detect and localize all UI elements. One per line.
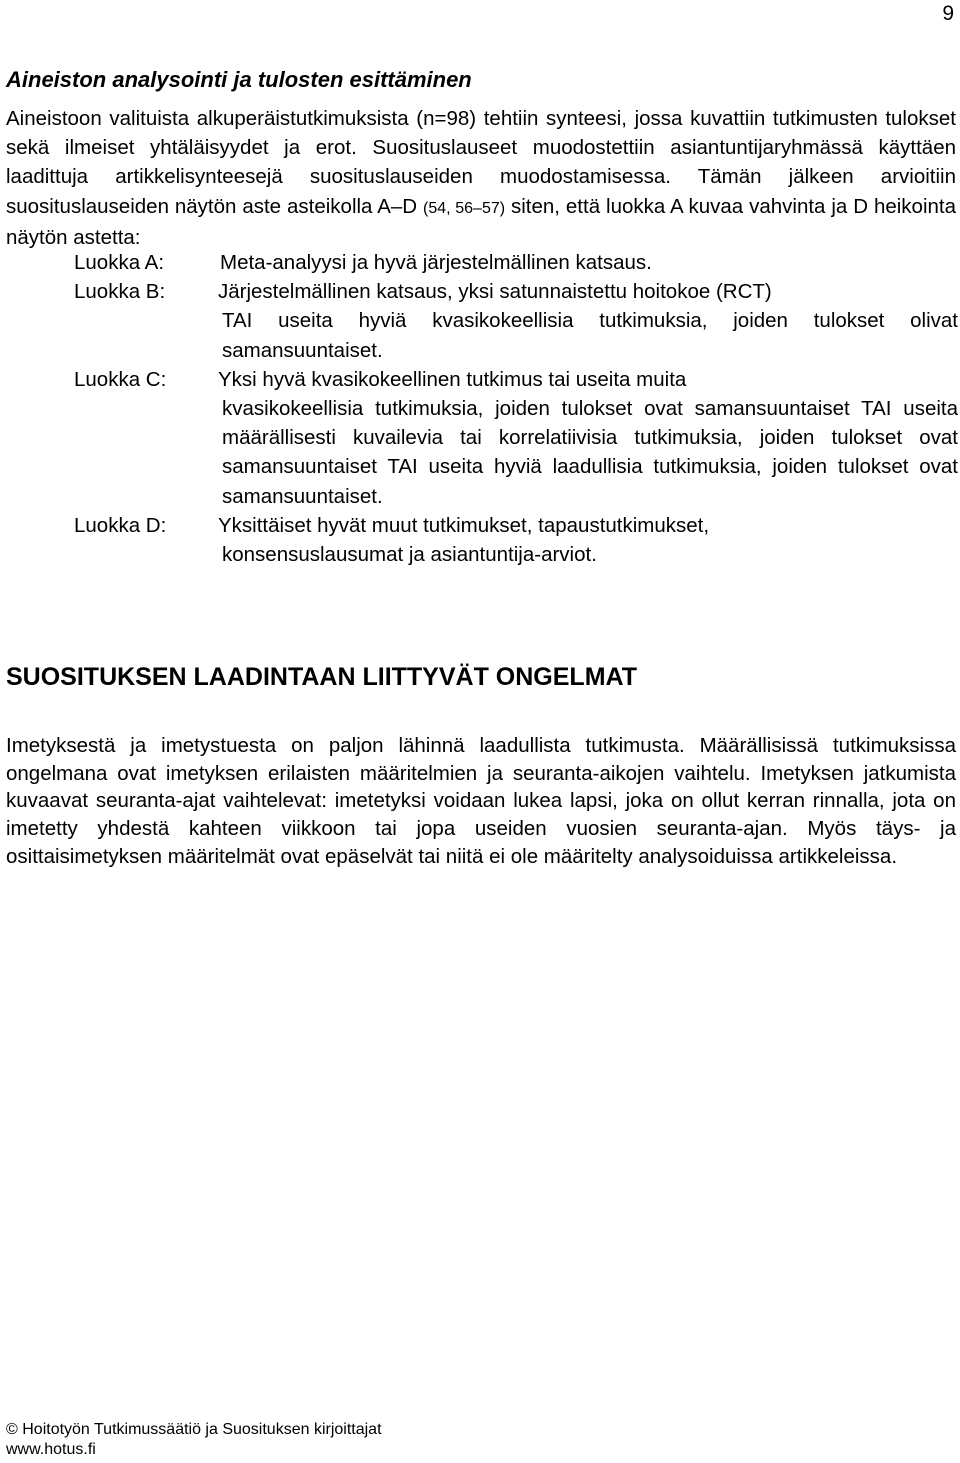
grade-description bbox=[220, 248, 958, 277]
grade-item-a bbox=[74, 248, 958, 277]
footer-website-link[interactable]: www.hotus.fi bbox=[6, 1441, 96, 1458]
grade-description bbox=[218, 277, 958, 365]
intro-text-end: siten, että luokka A kuvaa vahvinta ja D heikointa näytön astetta: bbox=[6, 194, 957, 249]
intro-paragraph bbox=[6, 104, 956, 252]
evidence-grade-list bbox=[74, 248, 958, 569]
grade-label: Luokka A: bbox=[74, 251, 165, 274]
problems-paragraph: Imetyksestä ja imetystuesta on paljon lähinnä laadullista tutkimusta. Määrällisissä tutkimuksissa ongelmana ovat imetyksen erilaisten määritelmien ja seuranta-aikojen vaihtelu. Imetyksen jatkumista kuvaavat seuranta-ajat vaihtelevat: imetetyksi voidaan lukea lapsi, joka on ollut kerran rinnalla, jota on imetetty yhdestä kahteen viikkoon tai jopa useiden vuosien seuranta-ajan. Myös täys- ja osittaisimetyksen määritelmät ovat epäselvät tai niitä ei ole määritelty analysoiduissa artikkeleissa. bbox=[6, 734, 956, 868]
grade-label: Luokka C: bbox=[74, 367, 167, 391]
grade-description-first-line: Yksittäiset hyvät muut tutkimukset, tapaustutkimukset, bbox=[218, 513, 710, 537]
grade-item-b bbox=[74, 277, 958, 365]
grade-description bbox=[218, 365, 958, 511]
footer-copyright: © Hoitotyön Tutkimussäätiö ja Suosituksen kirjoittajat bbox=[6, 1421, 382, 1438]
grade-description-first-line: Yksi hyvä kvasikokeellinen tutkimus tai useita muita bbox=[218, 367, 687, 391]
grade-item-c bbox=[74, 365, 958, 511]
grade-description-rest: TAI useita hyviä kvasikokeellisia tutkimuksia, joiden tulokset olivat samansuuntaiset. bbox=[222, 309, 958, 362]
grade-label: Luokka B: bbox=[74, 280, 166, 304]
grade-description-rest: konsensuslausumat ja asiantuntija-arviot. bbox=[222, 543, 597, 567]
section-title-analysis: Aineiston analysointi ja tulosten esittäminen bbox=[6, 67, 472, 92]
grade-description-line: Meta-analyysi ja hyvä järjestelmällinen katsaus. bbox=[220, 251, 652, 274]
citation: (54, 56–57) bbox=[423, 199, 506, 217]
grade-description-first-line: Järjestelmällinen katsaus, yksi satunnaistettu hoitokoe (RCT) bbox=[218, 280, 772, 304]
intro-text-start: Aineistoon valituista alkuperäistutkimuksista (n=98) tehtiin synteesi, jossa kuvattiin tutkimusten tulokset sekä ilmeiset yhtäläisyydet ja erot. Suosituslauseet muodostettiin asiantuntijaryhmässä käyttäen laadittuja artikkelisynteesejä suosituslauseiden muodostamisessa. Tämän jälkeen arvioitiin suosituslauseiden näytön aste asteikolla A–D bbox=[6, 107, 956, 218]
section-title-problems: SUOSITUKSEN LAADINTAAN LIITTYVÄT ONGELMAT bbox=[6, 663, 637, 691]
grade-description bbox=[218, 511, 958, 569]
grade-description-rest: kvasikokeellisia tutkimuksia, joiden tulokset ovat samansuuntaiset TAI useita määrällisesti kuvailevia tai korrelatiivisia tutkimuksia, joiden tulokset ovat samansuuntaiset TAI useita hyviä laadullisia tutkimuksia, joiden tulokset ovat samansuuntaiset. bbox=[222, 397, 958, 508]
page-number: 9 bbox=[942, 2, 954, 25]
grade-label: Luokka D: bbox=[74, 513, 167, 537]
grade-item-d bbox=[74, 511, 958, 569]
footer bbox=[6, 1420, 382, 1460]
